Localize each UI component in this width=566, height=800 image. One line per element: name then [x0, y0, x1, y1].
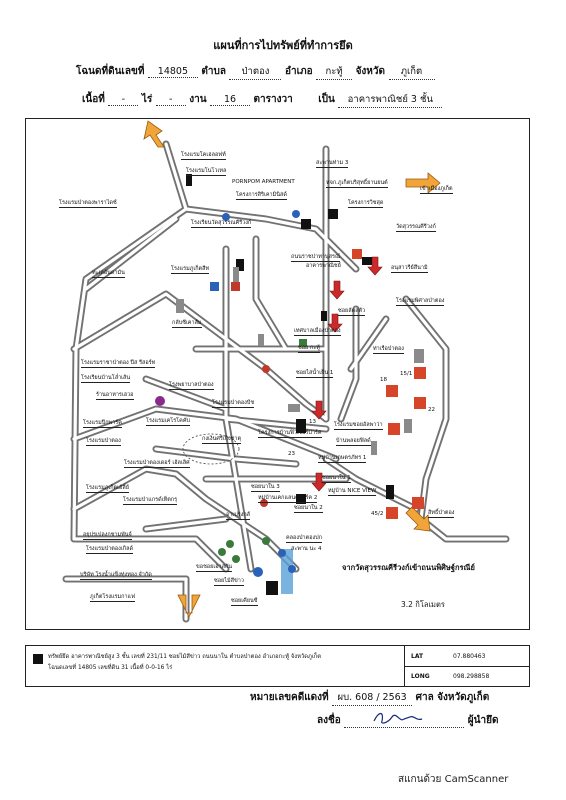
coordinates-box — [405, 646, 529, 686]
map-label: ซอย กะทู้ — [298, 345, 320, 351]
map-label: ซอยลัดสตัว — [338, 308, 366, 314]
building-icon — [328, 209, 338, 219]
hotel-icon — [414, 349, 424, 363]
hotel-icon — [176, 299, 184, 313]
map-label: โรงเรียนวัดสุวรรณคีรีวงก์ — [191, 220, 252, 226]
province-value: ภูเก็ต — [389, 64, 435, 80]
map-label: หมู่บ้านเคกแลนด์พาร์ค 2 — [258, 495, 318, 501]
map-label: สิทธิ์ป่าตอง — [428, 510, 455, 516]
map-label: ซอยเคียนซี — [231, 598, 258, 604]
map-label: อนุสาวรีย์สึนามิ — [391, 265, 428, 271]
case-label: หมายเลขคดีแดงที่ — [250, 692, 329, 703]
district-value: กะทู้ — [316, 64, 352, 80]
map-label: โรงแรมภูเก็ตสีท — [171, 266, 210, 272]
map-label: คลองป่าตองปก — [286, 535, 322, 541]
province-label: จังหวัด — [355, 66, 386, 77]
house-marker — [388, 423, 400, 435]
map-label: ขอชอยเอาสกัน — [196, 564, 233, 570]
map-label: โรงแรมโคเฮลอฟท์ — [181, 152, 226, 158]
map-label: โครงการวิชสุด — [348, 200, 384, 206]
signature-row — [317, 713, 498, 728]
green-icon — [232, 555, 240, 563]
map-label: โรงแรมป่าตอง — [86, 438, 121, 444]
subdistrict-value: ป่าตอง — [229, 64, 281, 80]
route-distance: 3.2 กิโลเมตร — [401, 600, 445, 609]
map-label: โรงแรมซอยอัลพาว่า — [334, 422, 383, 428]
map-label: โรงแรมโนโวเทล — [186, 168, 227, 174]
map-label: ซอยนาใน 2 — [294, 505, 323, 511]
building-icon — [362, 257, 372, 265]
house-marker-22 — [414, 397, 426, 409]
is-label: เป็น — [318, 94, 335, 105]
map-label: บ้านพลอยฟิลด์ — [336, 438, 371, 444]
house-marker-45-2 — [386, 507, 398, 519]
map-label: สะพานท่าม 3 — [316, 160, 349, 166]
map-label: จาเปร่งกส์ — [226, 512, 251, 518]
map-label: PORNPOM APARTMENT — [232, 179, 295, 185]
map-label: หมู่บ้าน NICE VIEW — [328, 488, 377, 494]
signer-title: ผู้นำยึด — [467, 715, 499, 726]
map-label: สะพาน นะ 4 — [291, 546, 322, 552]
map-label: โรงเรียนบ้านโล่ำเส้น — [81, 375, 131, 381]
map-label: ซอยไม้สีข่าว — [214, 578, 244, 584]
property-line-1: ทรัพย์ยึด อาคารพาณิชย์สูง 3 ชั้น เลขที่ 231/11 ซอยไม้สีข่าว ถนนนาใน ตำบลป่าตอง อำเภอกะทู้ จังหวัดภูเก็ต — [48, 654, 322, 660]
court-name: ศาล จังหวัดภูเก็ต — [415, 692, 490, 703]
map-label: โรงแรมเคโรโคคับ — [146, 418, 190, 424]
map-label: ซอยนาใน 3 — [251, 484, 280, 490]
building-icon — [321, 311, 327, 321]
map-label: วัดสุวรรณคีรีวงก์ — [396, 224, 436, 230]
red-icon — [231, 282, 240, 291]
map-label: ท่าเรือป่าตอง — [373, 346, 404, 352]
map-label: ซอยนาใน 1 — [322, 475, 351, 481]
building-icon — [301, 219, 311, 229]
deed-number: 14805 — [148, 66, 198, 78]
map-label: โครงการสิริเคามินิสด์ — [236, 192, 287, 198]
map-label: ถนนราชปาทานุสรณ์ — [291, 254, 341, 260]
hospital-icon — [262, 365, 270, 373]
map-label: โรงแรมป่าตองพาราไดซ์ — [59, 200, 117, 206]
hotel-icon — [233, 267, 239, 283]
map-label: กงเงินศรีเกิงชาตุ — [202, 436, 242, 442]
map-label: อยุปรเปลงกชามพันจ์ — [83, 532, 132, 538]
blue-icon — [288, 565, 296, 573]
map-label: โรงแรมป่าตองเดอร์ เฮ้ลเลิศ — [124, 460, 190, 466]
case-number-row — [250, 690, 489, 706]
rai-label: ไร่ — [141, 94, 153, 105]
case-number: ผบ. 608 / 2563 — [332, 690, 412, 706]
property-line-2: โฉนดเลขที่ 14805 เลขที่ดิน 31 เนื้อที่ 0-0-16 ไร่ — [48, 665, 173, 671]
arrow-north — [144, 121, 164, 147]
green-icon — [226, 540, 234, 548]
area-label: เนื้อที่ — [82, 94, 105, 105]
ngan-label: งาน — [189, 94, 207, 105]
district-label: อำเภอ — [284, 66, 313, 77]
map-label: เทศบาลเมืองป่าตอง — [294, 328, 341, 334]
map-label: โรงแรมป่าตองเกิลด์ — [86, 546, 134, 552]
wa-label: ตารางวา — [253, 94, 293, 105]
map-label: โรงพยาบาลป่าตอง — [169, 382, 214, 388]
map-label: โรงแรมป่าแกรด์เท็ตกรุ — [123, 497, 178, 503]
map-label: ภูเก็ตโรงแรมกาแฟ — [90, 594, 135, 600]
lat-value: 07.880463 — [453, 653, 486, 660]
map-label: 18 — [380, 377, 387, 383]
map-label: 13 — [309, 419, 316, 425]
map-label: เข้าเมืองภูเก็ต — [420, 186, 453, 192]
ngan-value: - — [156, 94, 186, 106]
map-label: ร้านอาหารเฮวอ — [96, 392, 134, 398]
subdistrict-label: ตำบล — [201, 66, 226, 77]
map-label: หจก.ภูเก็ตบริสุทธิ์ยานยนต์ — [326, 180, 388, 186]
map-label: โรงแรมป่าตองบีช — [212, 400, 255, 406]
house-marker-18 — [386, 385, 398, 397]
map-label: โรงแรมพิศาลป่าตอง — [396, 298, 445, 304]
green-icon — [218, 548, 226, 556]
map-label: กลับซีเคาส์ม — [172, 320, 202, 326]
temple-marker — [352, 249, 362, 259]
map-label: อาคารพาณิชย์ — [306, 263, 341, 269]
hotel-icon — [288, 404, 300, 412]
long-label: LONG — [411, 673, 430, 680]
map-label: ซอยไสน้ำเย็น 1 — [296, 370, 334, 376]
map-label: โรงแรมปีกพาร์ค — [83, 420, 122, 426]
property-legend-square — [33, 654, 43, 664]
map-label: บริษัท โรงน้ำแข็งทุ่งทอง จำกัด — [80, 572, 152, 578]
wa-value: 16 — [210, 94, 250, 106]
route-arrow-2 — [330, 281, 344, 299]
green-icon — [262, 537, 270, 545]
map-label: โรงแรมภูเก็ตเฮ้ลี่ย์ — [86, 485, 129, 491]
page-title: แผนที่การไปทรัพย์ที่ทำการยึด — [213, 39, 353, 52]
building-icon — [386, 485, 394, 499]
long-row — [405, 666, 529, 686]
map-label: หมู่บ้านเกษตรภัทร 1 — [318, 455, 367, 461]
house-marker-boat — [412, 497, 424, 509]
blue-icon — [278, 549, 286, 557]
area-row — [82, 92, 442, 108]
hotel-icon — [258, 334, 264, 346]
deed-label: โฉนดที่ดินเลขที่ — [76, 66, 145, 77]
long-value: 098.298858 — [453, 673, 490, 680]
map-label: 15/1 — [400, 371, 413, 377]
route-description: จากวัดสุวรรณคีรีวงก์เข้าถนนพิศิษฐ์กรณีย์ — [342, 563, 475, 572]
deed-row — [76, 64, 435, 80]
property-info-box — [25, 645, 530, 687]
blue-icon — [210, 282, 219, 291]
location-pin-icon — [253, 567, 263, 577]
location-map — [25, 118, 530, 630]
map-label: 23 — [288, 451, 295, 457]
map-label: โครงการบ้านฟิวเจอร์ปาร์ค — [258, 430, 322, 436]
lat-row — [405, 646, 529, 667]
hotel-icon — [371, 441, 377, 455]
sign-label: ลงชื่อ — [317, 715, 341, 726]
map-label: โรงแรมราชาป่าตอง ปีส รีสอร์ท — [81, 360, 156, 366]
property-description — [26, 646, 405, 686]
target-property — [266, 581, 278, 595]
map-label: 22 — [428, 407, 435, 413]
map-label: ทะเลอันดามัน — [92, 270, 125, 276]
handwritten-signature — [344, 709, 464, 727]
building-value: อาคารพาณิชย์ 3 ชั้น — [338, 92, 442, 108]
lat-label: LAT — [411, 653, 424, 660]
map-label: 45/2 — [371, 511, 384, 517]
house-marker-15-1 — [414, 367, 426, 379]
scanner-watermark: สแกนด้วย CamScanner — [398, 774, 509, 785]
signature-line — [344, 715, 464, 728]
hotel-icon — [404, 419, 412, 433]
rai-value: - — [108, 94, 138, 106]
bus-icon — [292, 210, 300, 218]
restaurant-icon — [155, 396, 165, 406]
